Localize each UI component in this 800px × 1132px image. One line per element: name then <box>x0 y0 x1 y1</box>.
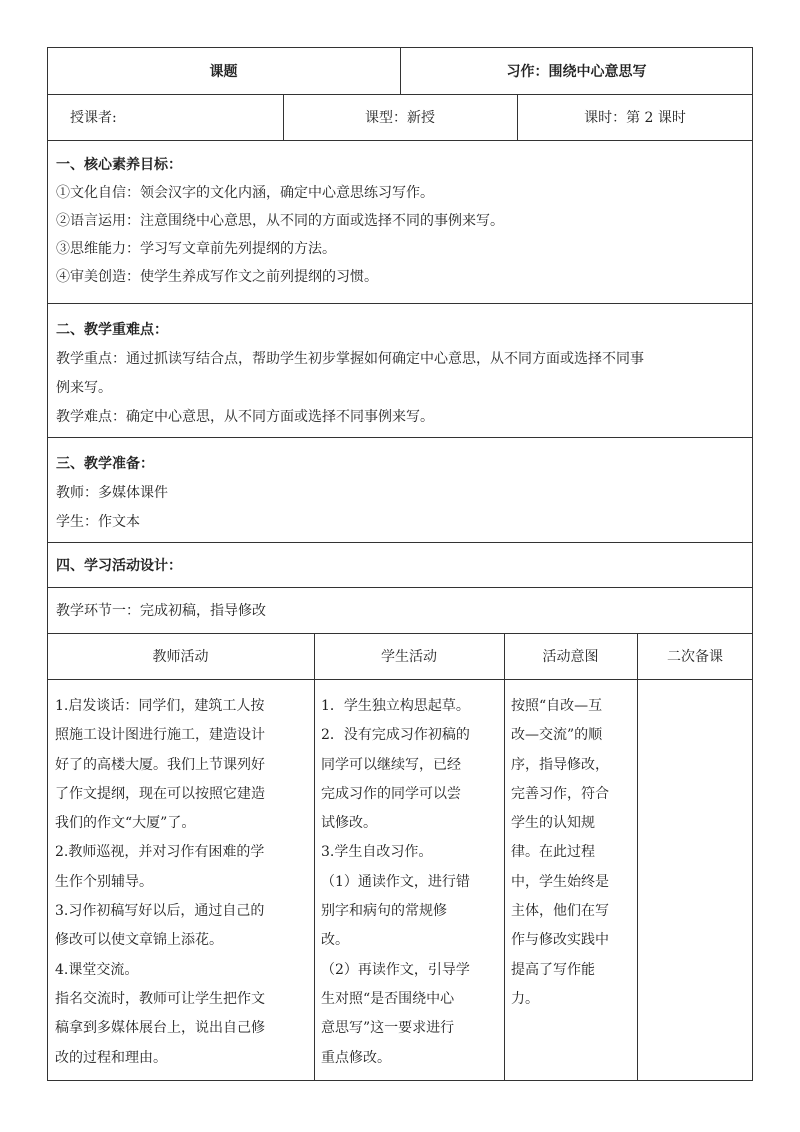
text-line: 试修改。 <box>321 815 377 832</box>
teacher-activity <box>55 692 310 1073</box>
goal-item: ④审美创造：使学生养成写作文之前列提纲的习惯。 <box>56 269 378 285</box>
section-preparation <box>56 450 744 537</box>
text-line: 主体，他们在写 <box>511 903 609 920</box>
text-line: 序，指导修改， <box>511 756 609 773</box>
text-line: 好了的高楼大厦。我们上节课列好 <box>55 756 265 773</box>
student-prep: 学生：作文本 <box>56 514 140 530</box>
teacher-prep: 教师：多媒体课件 <box>56 485 168 501</box>
divider <box>47 303 753 304</box>
teaching-stage: 教学环节一：完成初稿，指导修改 <box>56 603 266 619</box>
section-title: 二、教学重难点： <box>56 322 168 338</box>
divider <box>47 679 753 680</box>
text-line: 了作文提纲，现在可以按照它建造 <box>55 785 265 802</box>
text-line: 1．学生独立构思起草。 <box>321 698 470 714</box>
section-title: 四、学习活动设计： <box>56 557 182 574</box>
text-line: 按照“自改—互 <box>511 698 603 714</box>
text-line: 改的过程和理由。 <box>55 1049 167 1066</box>
text-line: 2.教师巡视，并对习作有困难的学 <box>55 844 265 861</box>
text-line: 照施工设计图进行施工，建造设计 <box>55 727 265 744</box>
text-line: 完成习作的同学可以尝 <box>321 785 461 802</box>
text-line: 提高了写作能 <box>511 961 595 978</box>
text-line: 稿拿到多媒体展台上，说出自己修 <box>55 1020 265 1037</box>
text-line: 改—交流”的顺 <box>511 727 603 744</box>
text-line: 重点修改。 <box>321 1049 391 1066</box>
column-header: 教师活动 <box>152 649 209 665</box>
student-activity <box>321 692 501 1073</box>
text-line: 修改可以使文章锦上添花。 <box>55 932 223 949</box>
topic-label: 课题 <box>209 63 238 80</box>
text-line: 意思写”这一要求进行 <box>321 1020 455 1037</box>
key-point-text: 教学重点：通过抓读写结合点，帮助学生初步掌握如何确定中心意思，从不同方面或选择不同事 <box>56 351 644 367</box>
section-key-points <box>56 316 744 432</box>
text-line: 中，学生始终是 <box>511 873 609 890</box>
section-title: 一、核心素养目标： <box>56 157 182 173</box>
goal-item: ②语言运用：注意围绕中心意思，从不同的方面或选择不同的事例来写。 <box>56 213 504 229</box>
divider <box>314 633 315 1081</box>
goal-item: ③思维能力：学习写文章前先列提纲的方法。 <box>56 241 336 257</box>
text-line: 生作个别辅导。 <box>55 873 153 890</box>
column-header: 学生活动 <box>381 649 437 665</box>
section-title: 三、教学准备： <box>56 456 154 472</box>
text-line: 律。在此过程 <box>511 844 595 861</box>
text-line: 指名交流时，教师可让学生把作文 <box>55 990 265 1007</box>
text-line: 同学可以继续写，已经 <box>321 756 461 773</box>
activity-intent <box>511 692 634 1014</box>
column-header: 二次备课 <box>667 649 723 665</box>
text-line: 作与修改实践中 <box>511 932 609 949</box>
text-line: 我们的作文“大厦”了。 <box>55 815 196 832</box>
column-header: 活动意图 <box>542 649 599 665</box>
text-line: （1）通读作文，进行错 <box>321 873 470 890</box>
text-line: （2）再读作文，引导学 <box>321 961 470 978</box>
text-line: 1.启发谈话：同学们，建筑工人按 <box>55 698 265 714</box>
text-line: 学生的认知规 <box>511 815 595 832</box>
goal-item: ①文化自信：领会汉字的文化内涵，确定中心意思练习写作。 <box>56 185 434 201</box>
text-line: 2．没有完成习作初稿的 <box>321 727 470 744</box>
text-line: 3.习作初稿写好以后，通过自己的 <box>55 903 265 920</box>
topic-value: 习作：围绕中心意思写 <box>506 63 647 80</box>
text-line: 完善习作，符合 <box>511 785 609 802</box>
teacher-label: 授课者: <box>70 110 117 126</box>
text-line: 3.学生自改习作。 <box>321 844 433 861</box>
divider <box>637 633 638 1081</box>
divider <box>47 140 753 141</box>
text-line: 改。 <box>321 932 349 949</box>
divider <box>504 633 505 1081</box>
text-line: 生对照“是否围绕中心 <box>321 990 455 1007</box>
section-core-goals <box>56 151 744 291</box>
text-line: 力。 <box>511 990 539 1007</box>
divider <box>47 437 753 438</box>
lesson-time: 课时：第 2 课时 <box>584 110 686 126</box>
difficulty-text: 教学难点：确定中心意思，从不同方面或选择不同事例来写。 <box>56 409 434 425</box>
text-line: 4.课堂交流。 <box>55 961 139 978</box>
text-line: 别字和病句的常规修 <box>321 903 447 920</box>
key-point-text: 例来写。 <box>56 380 112 396</box>
lesson-type: 课型：新授 <box>365 110 435 126</box>
